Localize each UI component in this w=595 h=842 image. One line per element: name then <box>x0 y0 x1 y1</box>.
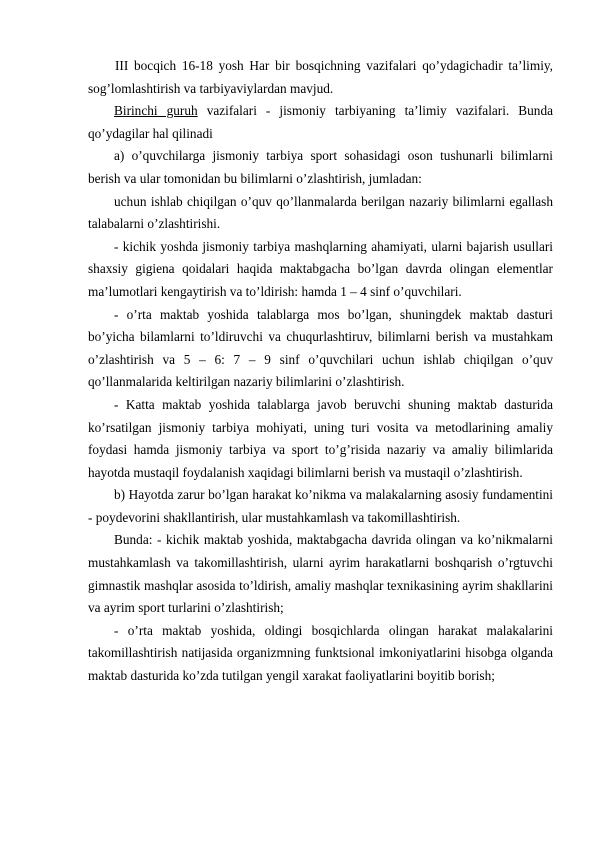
paragraph-middle-age: - o’rta maktab yoshida talablarga mos bo’lgan, shuningdek maktab dasturi bo’yicha bilamlarni to’ldiruvchi va chuqurlashtiruv, bilimlarni berish va mustahkam o’zlashtirish va 5 – 6: 7 – 9 sinf o’quvchilari uchun ishlab chiqilgan o’quv qo’llanmalarida keltirilgan nazariy bilimlarini o’zlashtirish. <box>88 306 553 390</box>
paragraph-middle-school: - o’rta maktab yoshida, oldingi bosqichlarda olingan harakat malakalarini takomillashtirish natijasida organizmning funktsional imkoniyatlarini hisobga olganda maktab dasturida ko’zda tutilgan yengil xarakat faoliyatlarini boyitib borish; <box>88 622 553 684</box>
paragraph-young-age: - kichik yoshda jismoniy tarbiya mashqlarning ahamiyati, ularni bajarish usullari shaxsiy gigiena qoidalari haqida maktabgacha bo’lgan davrda olingan elementlar ma’lumotlari kengaytirish va to’ldirish: hamda 1 – 4 sinf o’quvchilari. <box>88 238 553 299</box>
paragraph-senior-age: - Katta maktab yoshida talablarga javob beruvchi shuning maktab dasturida ko’rsatilgan jismoniy tarbiya mohiyati, uning turi vosita va metodlarining amaliy foydasi hamda jismoniy tarbiya va sport to’g’risida nazariy va amaliy bilimlarida hayotda mustaqil foydalanish xaqidagi bilimlarni berish va mustaqil o’zlashtirish. <box>88 396 553 480</box>
first-group-heading: Birinchi guruh <box>114 103 198 119</box>
paragraph-stage-three: III bocqich 16-18 yosh Har bir bosqichning vazifalari qo’ydagichadir ta’limiy, sog’lomlashtirish va tarbiyaviylardan mavjud. <box>88 58 553 96</box>
paragraph-theory-knowledge: uchun ishlab chiqilgan o’quv qo’llanmalarda berilgan nazariy bilimlarni egallash talabalarni o’zlashtirishi. <box>88 193 553 232</box>
paragraph-first-group <box>88 100 553 145</box>
paragraph-item-b: b) Hayotda zarur bo’lgan harakat ko’nikma va malakalarning asosiy fundamentini - poydevorini shakllantirish, ular mustahkamlash va takomillashtirish. <box>88 487 553 525</box>
paragraph-bunda: Bunda: - kichik maktab yoshida, maktabgacha davrida olingan va ko’nikmalarni mustahkamlash va takomillashtirish, ularni ayrim harakatlarni boshqarish o’rgtuvchi gimnastik mashqlar asosida to’ldirish, amaliy mashqlar texnikasining ayrim shakllarini va ayrim sport turlarini o’zlashtirish; <box>88 532 553 616</box>
document-page <box>88 55 553 688</box>
first-group-text: vazifalari - jismoniy tarbiyaning ta’limiy vazifalari. Bunda qo’ydagilar hal qilinadi <box>88 103 554 141</box>
paragraph-item-a: a) o’quvchilarga jismoniy tarbiya sport sohasidagi oson tushunarli bilimlarni berish va ular tomonidan bu bilimlarni o’zlashtirish, jumladan: <box>88 148 553 186</box>
